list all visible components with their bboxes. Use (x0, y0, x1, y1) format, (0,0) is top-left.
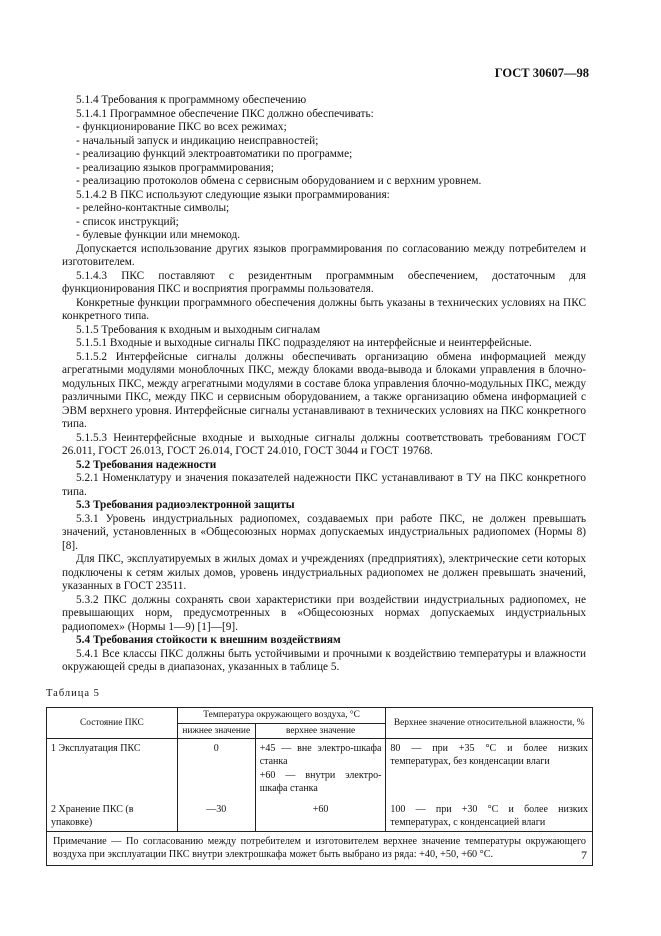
paragraph: 5.4 Требования стойкости к внешним воздействиям (76, 634, 341, 646)
cell-humidity: 80 — при +35 °С и более низких температурах, без конденсации влаги (386, 739, 593, 797)
table-row (47, 796, 593, 832)
paragraph: 5.1.4 Требования к программному обеспечению (76, 94, 307, 106)
paragraph: 5.3.1 Уровень индустриальных радиопомех, создаваемых при работе ПКС, не должен превышать значений, установленных в «Общесоюзных нормах допускаемых индустриальных радиопомех (Нормы 8) [8]. (62, 512, 586, 552)
document-header: ГОСТ 30607—98 (494, 66, 589, 80)
paragraph: - релейно-контактные символы; (76, 202, 230, 214)
cell-upper: +60 (255, 796, 386, 832)
paragraph: 5.2.1 Номенклатуру и значения показателей надежности ПКС устанавливают в ТУ на ПКС конкретного типа. (62, 472, 586, 498)
paragraph: - реализацию протоколов обмена с сервисным оборудованием и с верхним уровнем. (76, 175, 482, 187)
header-humidity: Верхнее значение относительной влажности, % (386, 708, 593, 739)
paragraph: 5.4.1 Все классы ПКС должны быть устойчивыми и прочными к воздействию температуры и влажности окружающей среды в диапазонах, указанных в таблице 5. (62, 647, 586, 673)
paragraph: - реализацию языков программирования; (76, 161, 274, 174)
header-state: Состояние ПКС (47, 708, 178, 739)
paragraph: Конкретные функции программного обеспечения должны быть указаны в технических условиях на ПКС конкретного типа. (62, 296, 586, 322)
paragraph: 5.1.5.2 Интерфейсные сигналы должны обеспечивать организацию обмена информацией между агрегатными модулями моноблочных ПКС, между блоками ввода-вывода и блоками управления в блочно-модульных ПКС, между агрегатными модулями в составе блока управления блочно-модульных ПКС, между различными ПКС, между ПКС и сервисным оборудованием, а также организацию обмена информацией с ЭВМ верхнего уровня. Интерфейсные сигналы устанавливают в технических условиях на ПКС конкретного типа. (62, 350, 586, 430)
page-number: 7 (581, 848, 587, 862)
paragraph: 5.1.5.1 Входные и выходные сигналы ПКС подразделяют на интерфейсные и неинтерфейсные. (76, 337, 532, 349)
cell-lower: —30 (177, 796, 255, 832)
table-5 (46, 707, 593, 866)
cell-upper: +45 — вне электро-шкафа станка +60 — внутри электро-шкафа станка (255, 739, 386, 797)
header-upper: верхнее значение (255, 723, 386, 739)
header-lower: нижнее значение (177, 723, 255, 739)
body-text (62, 94, 586, 675)
paragraph: - начальный запуск и индикацию неисправностей; (76, 134, 319, 147)
paragraph: 5.1.4.2 В ПКС используют следующие языки программирования: (76, 188, 390, 201)
paragraph: 5.3 Требования радиоэлектронной защиты (76, 499, 295, 511)
paragraph: - функционирование ПКС во всех режимах; (76, 121, 287, 133)
paragraph: 5.1.4.1 Программное обеспечение ПКС должно обеспечивать: (76, 107, 374, 120)
paragraph: 5.2 Требования надежности (76, 458, 217, 471)
paragraph: - реализацию функций электроавтоматики по программе; (76, 148, 353, 160)
paragraph: Для ПКС, эксплуатируемых в жилых домах и учреждениях (предприятиях), электрические сети которых подключены к сетям жилых домов, уровень индустриальных радиопомех не должен превышать значений, указанных в ГОСТ 23511. (62, 553, 586, 592)
paragraph: Допускается использование других языков программирования по согласованию между потребителем и изготовителем. (62, 242, 586, 268)
table-caption: Таблица 5 (46, 688, 100, 699)
cell-lower: 0 (177, 739, 255, 797)
paragraph: 5.1.4.3 ПКС поставляют с резидентным программным обеспечением, достаточным для функционирования ПКС и восприятия программы пользователя. (62, 269, 586, 295)
paragraph: - булевые функции или мнемокод. (76, 229, 241, 241)
paragraph: 5.3.2 ПКС должны сохранять свои характеристики при воздействии индустриальных радиопомех, не превышающих норм, предусмотренных в «Общесоюзных нормах допускаемых индустриальных радиопомех» (Нормы 1—9) [1]—[9]. (62, 593, 586, 633)
paragraph: - список инструкций; (76, 215, 179, 228)
table-note: Примечание — По согласованию между потребителем и изготовителем верхнее значение температуры окружающего воздуха при эксплуатации ПКС внутри электрошкафа может быть выбрано из ряда: +40, +50, +60 °С. (47, 832, 593, 866)
table-row (47, 739, 593, 797)
header-temperature: Температура окружающего воздуха, °С (177, 708, 386, 724)
cell-humidity: 100 — при +30 °С и более низких температурах, с конденсацией влаги (386, 796, 593, 832)
cell-state: 2 Хранение ПКС (в упаковке) (47, 796, 178, 832)
paragraph: 5.1.5.3 Неинтерфейсные входные и выходные сигналы должны соответствовать требованиям ГОСТ 26.011, ГОСТ 26.013, ГОСТ 26.014, ГОСТ 24.010, ГОСТ 3044 и ГОСТ 19768. (62, 431, 586, 457)
paragraph: 5.1.5 Требования к входным и выходным сигналам (76, 323, 321, 336)
cell-state: 1 Эксплуатация ПКС (47, 739, 178, 797)
